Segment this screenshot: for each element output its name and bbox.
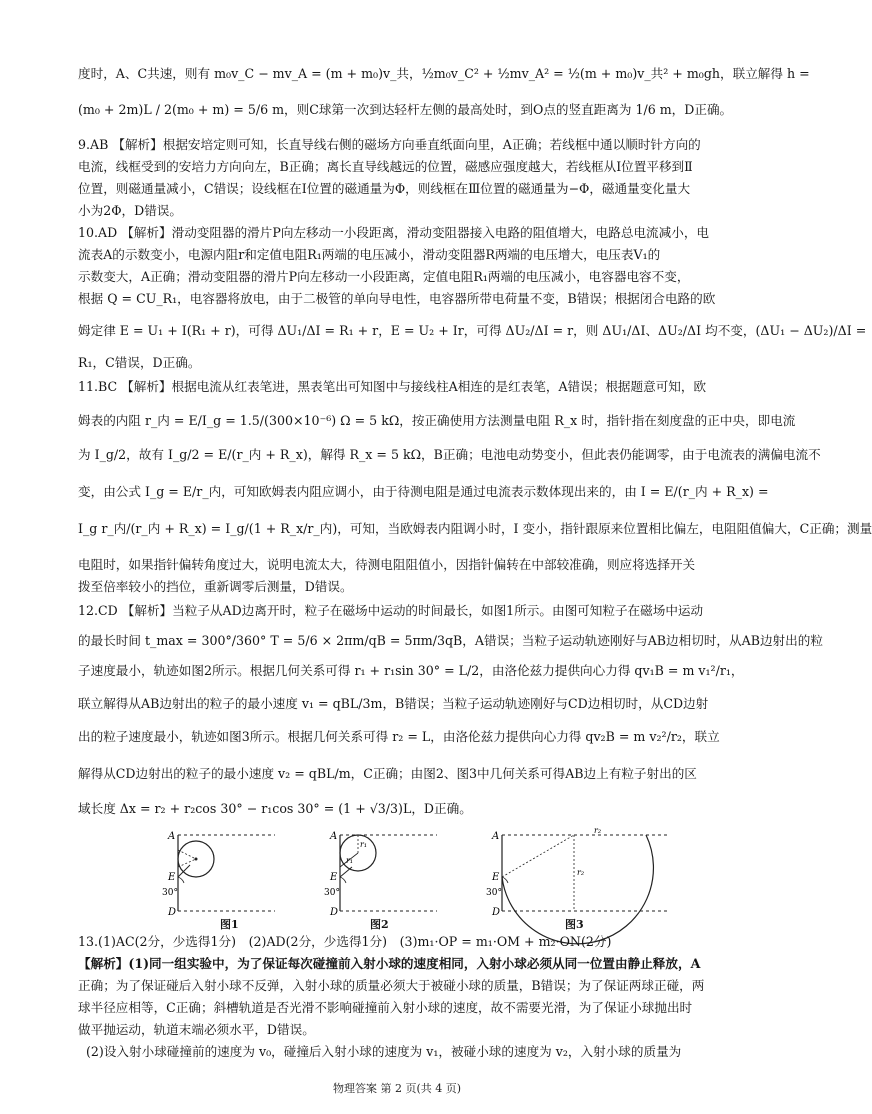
text-line: 联立解得从AB边射出的粒子的最小速度 v₁ = qBL/3m，B错误；当粒子运动轨迹刚好与CD边相切时，从CD边射 bbox=[78, 696, 709, 711]
text-line: 根据 Q = CU_R₁，电容器将放电，由于二极管的单向导电性，电容器所带电荷量不变，B错误；根据闭合电路的欧 bbox=[78, 291, 716, 306]
text-line: 为 I_g/2，故有 I_g/2 = E/(r_内 + R_x)，解得 R_x = 5 kΩ，B正确；电池电动势变小，但此表仍能调零，由于电流表的满偏电流不 bbox=[78, 447, 821, 462]
fig-label: r₁ bbox=[360, 840, 368, 849]
text-line: 流表A的示数变小，电源内阻r和定值电阻R₁两端的电压减小，滑动变阻器R两端的电压增大，电压表V₁的 bbox=[78, 247, 661, 262]
text-line: (m₀ + 2m)L / 2(m₀ + m) = 5/6 m，则C球第一次到达轻杆左侧的最高处时，到O点的竖直距离为 1/6 m，D正确。 bbox=[78, 102, 733, 117]
text-line: 解得从CD边射出的粒子的最小速度 v₂ = qBL/m，C正确；由图2、图3中几何关系可得AB边上有粒子射出的区 bbox=[78, 766, 697, 781]
fig-label: r₂ bbox=[594, 826, 602, 835]
fig-label: 30° bbox=[162, 888, 178, 898]
figure-1-caption: 图1 bbox=[220, 918, 239, 931]
fig-label: D bbox=[168, 907, 177, 918]
fig-label: E bbox=[492, 872, 500, 883]
fig-label: A bbox=[492, 831, 500, 842]
text-line: 出的粒子速度最小，轨迹如图3所示。根据几何关系可得 r₂ = L，由洛伦兹力提供向心力得 qv₂B = m v₂²/r₂，联立 bbox=[78, 729, 720, 744]
text-line: 电流，线框受到的安培力方向向左，B正确；离长直导线越远的位置，磁感应强度越大，若线框从Ⅰ位置平移到Ⅱ bbox=[78, 159, 693, 174]
figure-2 bbox=[322, 825, 442, 925]
figure-2-caption: 图2 bbox=[370, 918, 389, 931]
text-line: 度时，A、C共速，则有 m₀v_C − mv_A = (m + m₀)v_共，½m₀v_C² + ½mv_A² = ½(m + m₀)v_共² + m₀gh，联立解得 h = bbox=[78, 66, 810, 81]
fig-label: 30° bbox=[486, 888, 502, 898]
fig-label: r₁ bbox=[346, 856, 354, 865]
text-line: 域长度 Δx = r₂ + r₂cos 30° − r₁cos 30° = (1 + √3/3)L，D正确。 bbox=[78, 801, 472, 816]
text-line: 11.BC 【解析】根据电流从红表笔进，黑表笔出可知图中与接线柱A相连的是红表笔，A错误；根据题意可知，欧 bbox=[78, 379, 707, 394]
text-line: 10.AD 【解析】滑动变阻器的滑片P向左移动一小段距离，滑动变阻器接入电路的阻值增大，电路总电流减小，电 bbox=[78, 225, 710, 240]
text-line: 电阻时，如果指针偏转角度过大，说明电流太大，待测电阻阻值小，因指针偏转在中部较准确，则应将选择开关 bbox=[78, 557, 696, 572]
text-line: 正确；为了保证碰后入射小球不反弹，入射小球的质量必须大于被碰小球的质量，B错误；为了保证两球正碰，两 bbox=[78, 978, 705, 993]
text-line: I_g r_内/(r_内 + R_x) = I_g/(1 + R_x/r_内)，可知，当欧姆表内阻调小时，I 变小，指针跟原来位置相比偏左，电阻阻值偏大，C正确；测量 bbox=[78, 521, 872, 536]
figure-3 bbox=[484, 825, 674, 925]
fig-label: D bbox=[330, 907, 339, 918]
text-line: R₁，C错误，D正确。 bbox=[78, 355, 201, 370]
text-line: 变，由公式 I_g = E/r_内，可知欧姆表内阻应调小，由于待测电阻是通过电流表示数体现出来的，由 I = E/(r_内 + R_x) = bbox=[78, 484, 769, 499]
text-line: 姆表的内阻 r_内 = E/I_g = 1.5/(300×10⁻⁶) Ω = 5 kΩ，按正确使用方法测量电阻 R_x 时，指针指在刻度盘的正中央，即电流 bbox=[78, 413, 796, 428]
page-footer: 物理答案 第 2 页(共 4 页) bbox=[332, 1082, 462, 1095]
figure-3-caption: 图3 bbox=[565, 918, 584, 931]
fig-label: D bbox=[492, 907, 501, 918]
text-line: 12.CD 【解析】当粒子从AD边离开时，粒子在磁场中运动的时间最长，如图1所示。由图可知粒子在磁场中运动 bbox=[78, 603, 704, 618]
fig-label: A bbox=[168, 831, 176, 842]
text-line: 小为2Φ，D错误。 bbox=[78, 203, 182, 218]
text-line: 示数变大，A正确；滑动变阻器的滑片P向左移动一小段距离，定值电阻R₁两端的电压减小，电容器电容不变， bbox=[78, 269, 690, 284]
text-line: 拨至倍率较小的挡位，重新调零后测量，D错误。 bbox=[78, 579, 353, 594]
text-line: 子速度最小，轨迹如图2所示。根据几何关系可得 r₁ + r₁sin 30° = L/2，由洛伦兹力提供向心力得 qv₁B = m v₁²/r₁， bbox=[78, 663, 744, 678]
figure-1 bbox=[160, 825, 280, 925]
text-line: 的最长时间 t_max = 300°/360° T = 5/6 × 2πm/qB = 5πm/3qB，A错误；当粒子运动轨迹刚好与AB边相切时，从AB边射出的粒 bbox=[78, 633, 823, 648]
fig-label: A bbox=[330, 831, 338, 842]
text-line: 球半径应相等，C正确；斜槽轨道是否光滑不影响碰撞前入射小球的速度，故不需要光滑，为了保证小球抛出时 bbox=[78, 1000, 693, 1015]
fig-label: 30° bbox=[324, 888, 340, 898]
fig-label: E bbox=[330, 872, 338, 883]
text-line: 姆定律 E = U₁ + I(R₁ + r)，可得 ΔU₁/ΔI = R₁ + r，E = U₂ + Ir，可得 ΔU₂/ΔI = r，则 ΔU₁/ΔI、ΔU₂/ΔI 均不变，(ΔU₁ − ΔU₂)/ΔI = bbox=[78, 323, 867, 338]
text-line: 13.(1)AC(2分，少选得1分) (2)AD(2分，少选得1分) (3)m₁·OP = m₁·OM + m₂·ON(2分) bbox=[78, 934, 612, 949]
text-line: (2)设入射小球碰撞前的速度为 v₀，碰撞后入射小球的速度为 v₁，被碰小球的速度为 v₂，入射小球的质量为 bbox=[86, 1044, 682, 1059]
text-line: 9.AB 【解析】根据安培定则可知，长直导线右侧的磁场方向垂直纸面向里，A正确；若线框中通以顺时针方向的 bbox=[78, 137, 701, 152]
text-line: 【解析】(1)同一组实验中，为了保证每次碰撞前入射小球的速度相同，入射小球必须从同一位置由静止释放，A bbox=[78, 956, 701, 971]
fig-label: E bbox=[168, 872, 176, 883]
fig-label: r₂ bbox=[577, 868, 585, 877]
text-line: 位置，则磁通量减小，C错误；设线框在Ⅰ位置的磁通量为Φ，则线框在Ⅲ位置的磁通量为−Φ，磁通量变化量大 bbox=[78, 181, 691, 196]
text-line: 做平抛运动，轨道末端必须水平，D错误。 bbox=[78, 1022, 315, 1037]
